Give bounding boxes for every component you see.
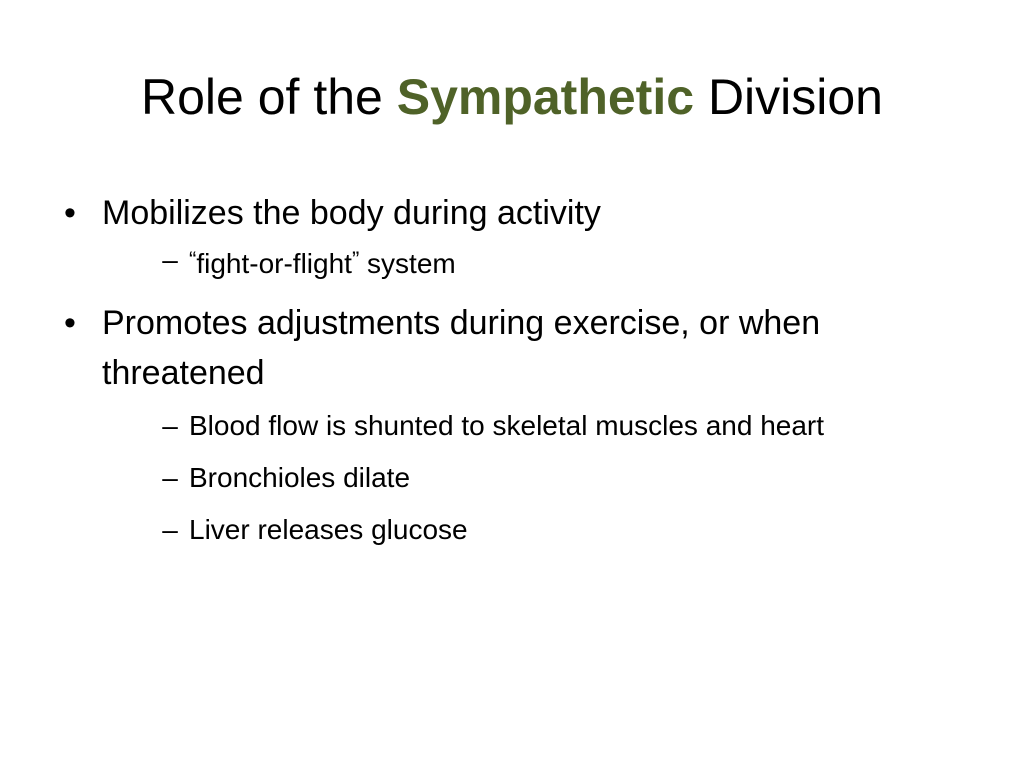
- dash-marker: –: [162, 514, 178, 545]
- sub-bullet-item: [102, 406, 958, 446]
- bullet-item: [58, 188, 958, 284]
- sub-bullet-item: [102, 240, 958, 284]
- title-suffix: Division: [694, 69, 883, 125]
- title-accent-word: Sympathetic: [396, 69, 695, 125]
- sub-bullet-text: Liver releases glucose: [189, 514, 468, 545]
- sub-bullet-item: [102, 510, 958, 550]
- open-quote: “: [189, 247, 197, 272]
- bullet-text: Mobilizes the body during activity: [102, 194, 601, 232]
- bullet-text: Promotes adjustments during exercise, or when threatened: [102, 304, 821, 392]
- dash-marker: –: [162, 410, 178, 441]
- sub-bullet-text: system: [359, 248, 456, 279]
- title-prefix: Role of the: [141, 69, 397, 125]
- sub-bullet-list: [102, 406, 958, 550]
- sub-bullet-text: Bronchioles dilate: [189, 462, 411, 493]
- dash-marker: –: [162, 462, 178, 493]
- close-quote: ”: [351, 247, 360, 272]
- bullet-item: [58, 298, 958, 550]
- bullet-list: [58, 188, 958, 550]
- sub-bullet-quoted-text: fight-or-flight: [196, 248, 352, 279]
- bullet-marker: •: [64, 304, 76, 342]
- sub-bullet-list: [102, 240, 958, 284]
- sub-bullet-text: Blood flow is shunted to skeletal muscles and heart: [189, 410, 825, 441]
- bullet-marker: •: [64, 194, 76, 232]
- sub-bullet-item: [102, 458, 958, 498]
- dash-marker: –: [162, 244, 178, 275]
- slide-title: [0, 62, 1024, 132]
